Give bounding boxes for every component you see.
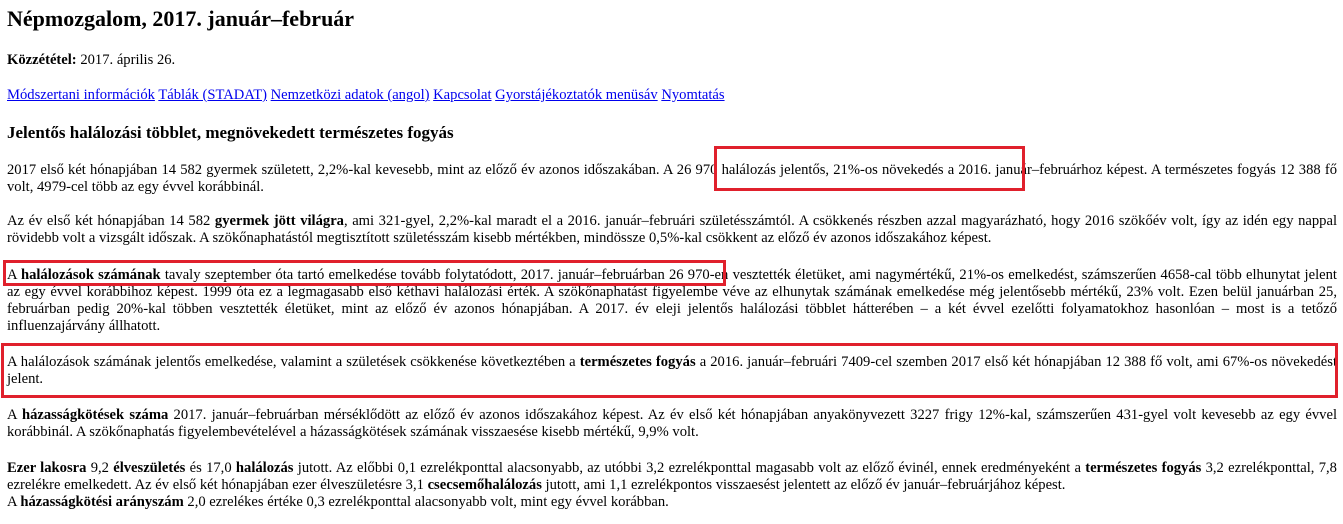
p6-bold-marriage-rate: házasságkötési arányszám — [20, 494, 184, 510]
paragraph-natural-decrease — [7, 354, 1337, 388]
p4-text-a: A halálozások számának jelentős emelkedése, valamint a születések csökkenése következtében a — [7, 354, 580, 370]
p5-bold-marriages: házasságkötések száma — [21, 407, 169, 423]
link-print[interactable]: Nyomtatás — [661, 87, 725, 103]
nav-links — [7, 87, 725, 104]
p6-text-c: és 17,0 — [185, 460, 236, 476]
p3-bold-deaths: halálozások számának — [20, 267, 161, 283]
paragraph-deaths — [7, 267, 1337, 335]
p2-text-c: , ami 321-gyel, 2,2%-kal maradt el a 2016. január–februári születésszámtól. A csökkenés részben azzal magyarázható, hogy 2016 szökőév volt, így az idén egy nappal rövidebb volt a vizsgált időszak. A szökőnaphatástól megtisztított születésszám kisebb mértékben, mindössze 0,5%-kal csökkent az előző év azonos időszakához képest. — [7, 213, 1337, 246]
publication-label: Közzététel: — [7, 52, 77, 68]
publication-date: 2017. április 26. — [80, 52, 176, 68]
p6-bold-live-births: élveszületés — [113, 460, 186, 476]
paragraph-births-deaths — [7, 162, 1337, 196]
p5-text-a: A — [7, 407, 22, 423]
page-title: Népmozgalom, 2017. január–február — [7, 6, 355, 31]
p6-line2-text-a: A — [7, 494, 21, 510]
p6-text-e: 3,2 ezrelékponttal, 7,8 ezrelékre emelkedett. Az év első két hónapjában ezer élveszületésre 3,1 — [7, 460, 1337, 493]
section-heading: Jelentős halálozási többlet, megnövekedett természetes fogyás — [7, 123, 454, 142]
p6-bold-per-thousand: Ezer lakosra — [7, 460, 87, 476]
p4-text-c: a 2016. január–februári 7409-cel szemben 2017 első két hónapjában 12 388 fő volt, ami 67%-os növekedést jelent. — [7, 354, 1337, 387]
publication-line — [7, 52, 175, 69]
link-contact[interactable]: Kapcsolat — [433, 87, 492, 103]
link-international-data[interactable]: Nemzetközi adatok (angol) — [270, 87, 430, 103]
link-quick-reports-menu[interactable]: Gyorstájékoztatók menüsáv — [495, 87, 658, 103]
p2-bold-births: gyermek jött világra — [214, 213, 344, 229]
p6-line2-text-b: 2,0 ezrelékes értéke 0,3 ezrelékponttal alacsonyabb volt, mint egy évvel korábban. — [183, 494, 669, 510]
p6-bold-deaths: halálozás — [235, 460, 294, 476]
p5-text-c: 2017. január–februárban mérséklődött az előző év azonos időszakához képest. Az év első két hónapjában anyakönyvezett 3227 frigy 12%-kal, számszerűen 431-gyel volt kevesebb az egy évvel korábbinál. A szökőnaphatás figyelembevételével a házasságkötések számának visszaesése kisebb mértékű, 9,9% volt. — [7, 407, 1337, 440]
p3-text-c: tavaly szeptember óta tartó emelkedése tovább folytatódott, 2017. január–februárban 26 970-en vesztették életüket, ami nagymértékű, 21%-os emelkedést, számszerűen 4658-cal több elhunytat jelent az egy évvel korábbihoz képest. 1999 óta ez a legmagasabb első kéthavi halálozási érték. A szökőnaphatást figyelembe véve az elhunytak számának emelkedése még jelentősebb mértékű, 23% volt. Ezen belül januárban 25, februárban pedig 20%-kal többen vesztették életüket, mint az előző év azonos hónapjában. A 2017. év eleji jelentős halálozási többlet hátterében – a két évvel ezelőtti folyamatokhoz hasonlóan – most is a tetőző influenzajárvány állhatott. — [7, 267, 1337, 334]
p1-text: 2017 első két hónapjában 14 582 gyermek született, 2,2%-kal kevesebb, mint az előző év azonos időszakában. A 26 970 halálozás jelentős, 21%-os növekedés a 2016. január–februárhoz képest. A természetes fogyás 12 388 fő volt, 4979-cel több az egy évvel korábbinál. — [7, 162, 1337, 195]
paragraph-marriages — [7, 407, 1337, 441]
p3-text-a: A — [7, 267, 21, 283]
paragraph-births — [7, 213, 1337, 247]
p6-text-a: 9,2 — [86, 460, 114, 476]
paragraph-rates — [7, 460, 1337, 511]
link-methodology[interactable]: Módszertani információk — [7, 87, 155, 103]
link-stadat-tables[interactable]: Táblák (STADAT) — [158, 87, 267, 103]
p4-bold-natural-decrease: természetes fogyás — [579, 354, 696, 370]
p2-text-a: Az év első két hónapjában 14 582 — [7, 213, 215, 229]
p6-bold-natural-decrease: természetes fogyás — [1085, 460, 1202, 476]
p6-text-f: jutott, ami 1,1 ezrelékpontos visszaesést jelentett az előző év január–februárjához képest. — [541, 477, 1066, 493]
p6-text-d: jutott. Az előbbi 0,1 ezrelékponttal alacsonyabb, az utóbbi 3,2 ezrelékponttal magasabb volt az előző évinél, ennek eredményeként a — [293, 460, 1086, 476]
p6-bold-infant-mortality: csecsemőhalálozás — [427, 477, 542, 493]
